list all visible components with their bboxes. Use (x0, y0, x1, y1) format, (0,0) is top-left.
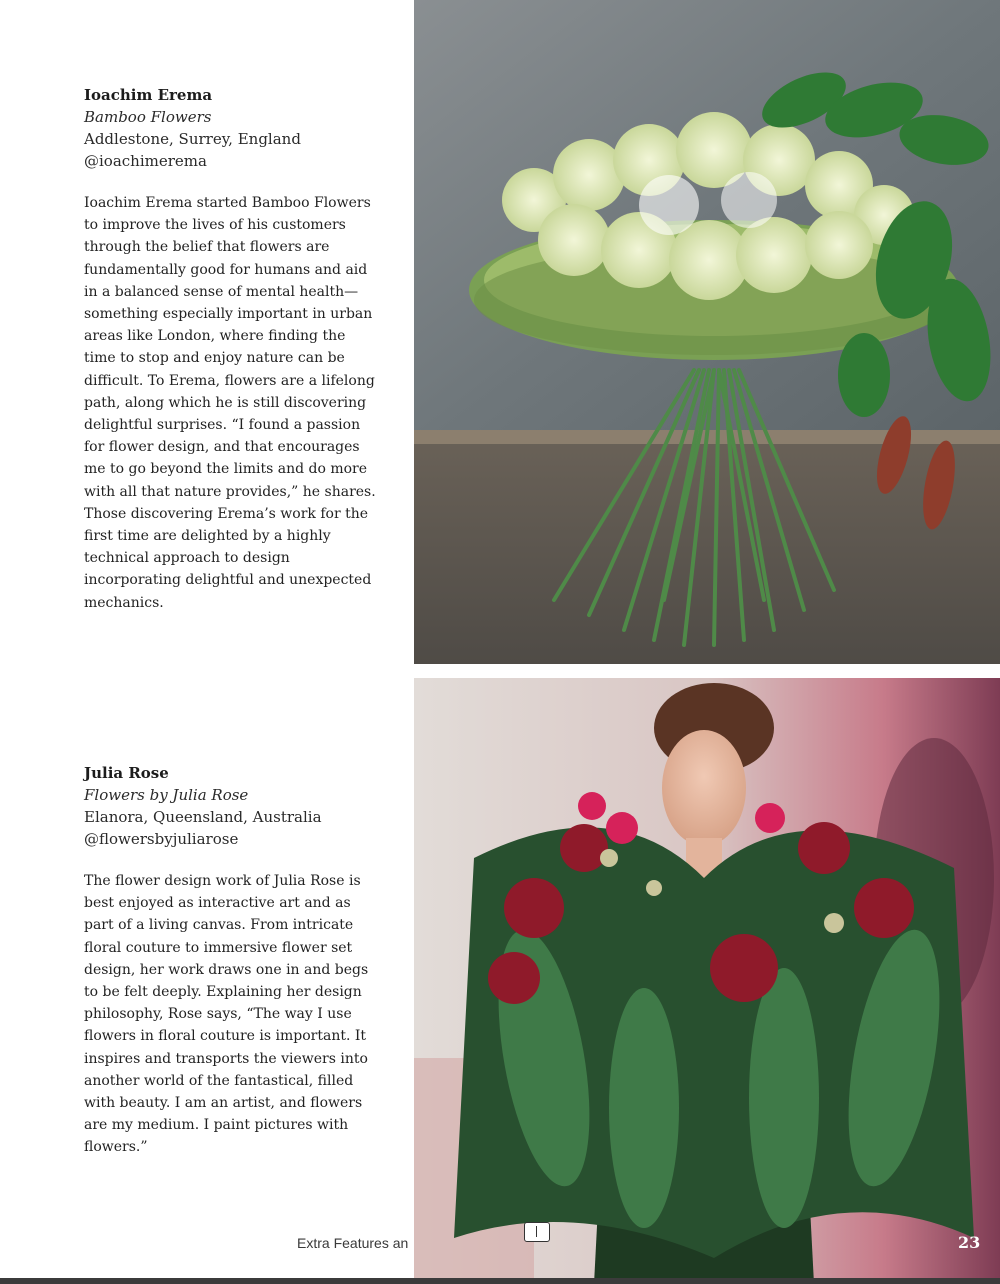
designer-bio: The flower design work of Julia Rose is best enjoyed as interactive art and as part of a living canvas. From intricate floral couture to immersive flower set design, her work draws one in and begs to be felt deeply. Explaining her design philosophy, Rose says, “The way I use flowers in floral couture is important. It inspires and transports the viewers into another world of the fantastical, filled with beauty. I am an artist, and flowers are my medium. I paint pictures with flowers.” (84, 873, 369, 1156)
designer-name: Julia Rose (84, 764, 169, 782)
book-icon[interactable] (524, 1222, 550, 1242)
designer-name: Ioachim Erema (84, 86, 213, 104)
floral-couture-photo (414, 678, 1000, 1284)
footer-section-label: Extra Features an (297, 1235, 409, 1251)
business-name: Flowers by Julia Rose (84, 786, 249, 804)
social-handle[interactable]: @flowersbyjuliarose (84, 830, 239, 848)
floral-arrangement-photo (414, 0, 1000, 664)
page-number: 23 (958, 1233, 981, 1252)
designer-bio: Ioachim Erema started Bamboo Flowers to improve the lives of his customers through the belief that flowers are fundamentally good for humans and aid in a balanced sense of mental health—something especially important in urban areas like London, where finding the time to stop and enjoy nature can be difficult. To Erema, flowers are a lifelong path, along which he is still discovering delightful surprises. “I found a passion for flower design, and that encourages me to go beyond the limits and do more with all that nature provides,” he shares. Those discovering Erema’s work for the first time are delighted by a highly technical approach to design incorporating delightful and unexpected mechanics. (84, 195, 376, 611)
business-name: Bamboo Flowers (84, 108, 212, 126)
social-handle[interactable]: @ioachimerema (84, 152, 207, 170)
bottom-divider (0, 1278, 1000, 1284)
designer-entry-rose (84, 762, 379, 1159)
designer-location: Addlestone, Surrey, England (84, 130, 301, 148)
designer-location: Elanora, Queensland, Australia (84, 808, 322, 826)
designer-entry-erema (84, 84, 379, 614)
